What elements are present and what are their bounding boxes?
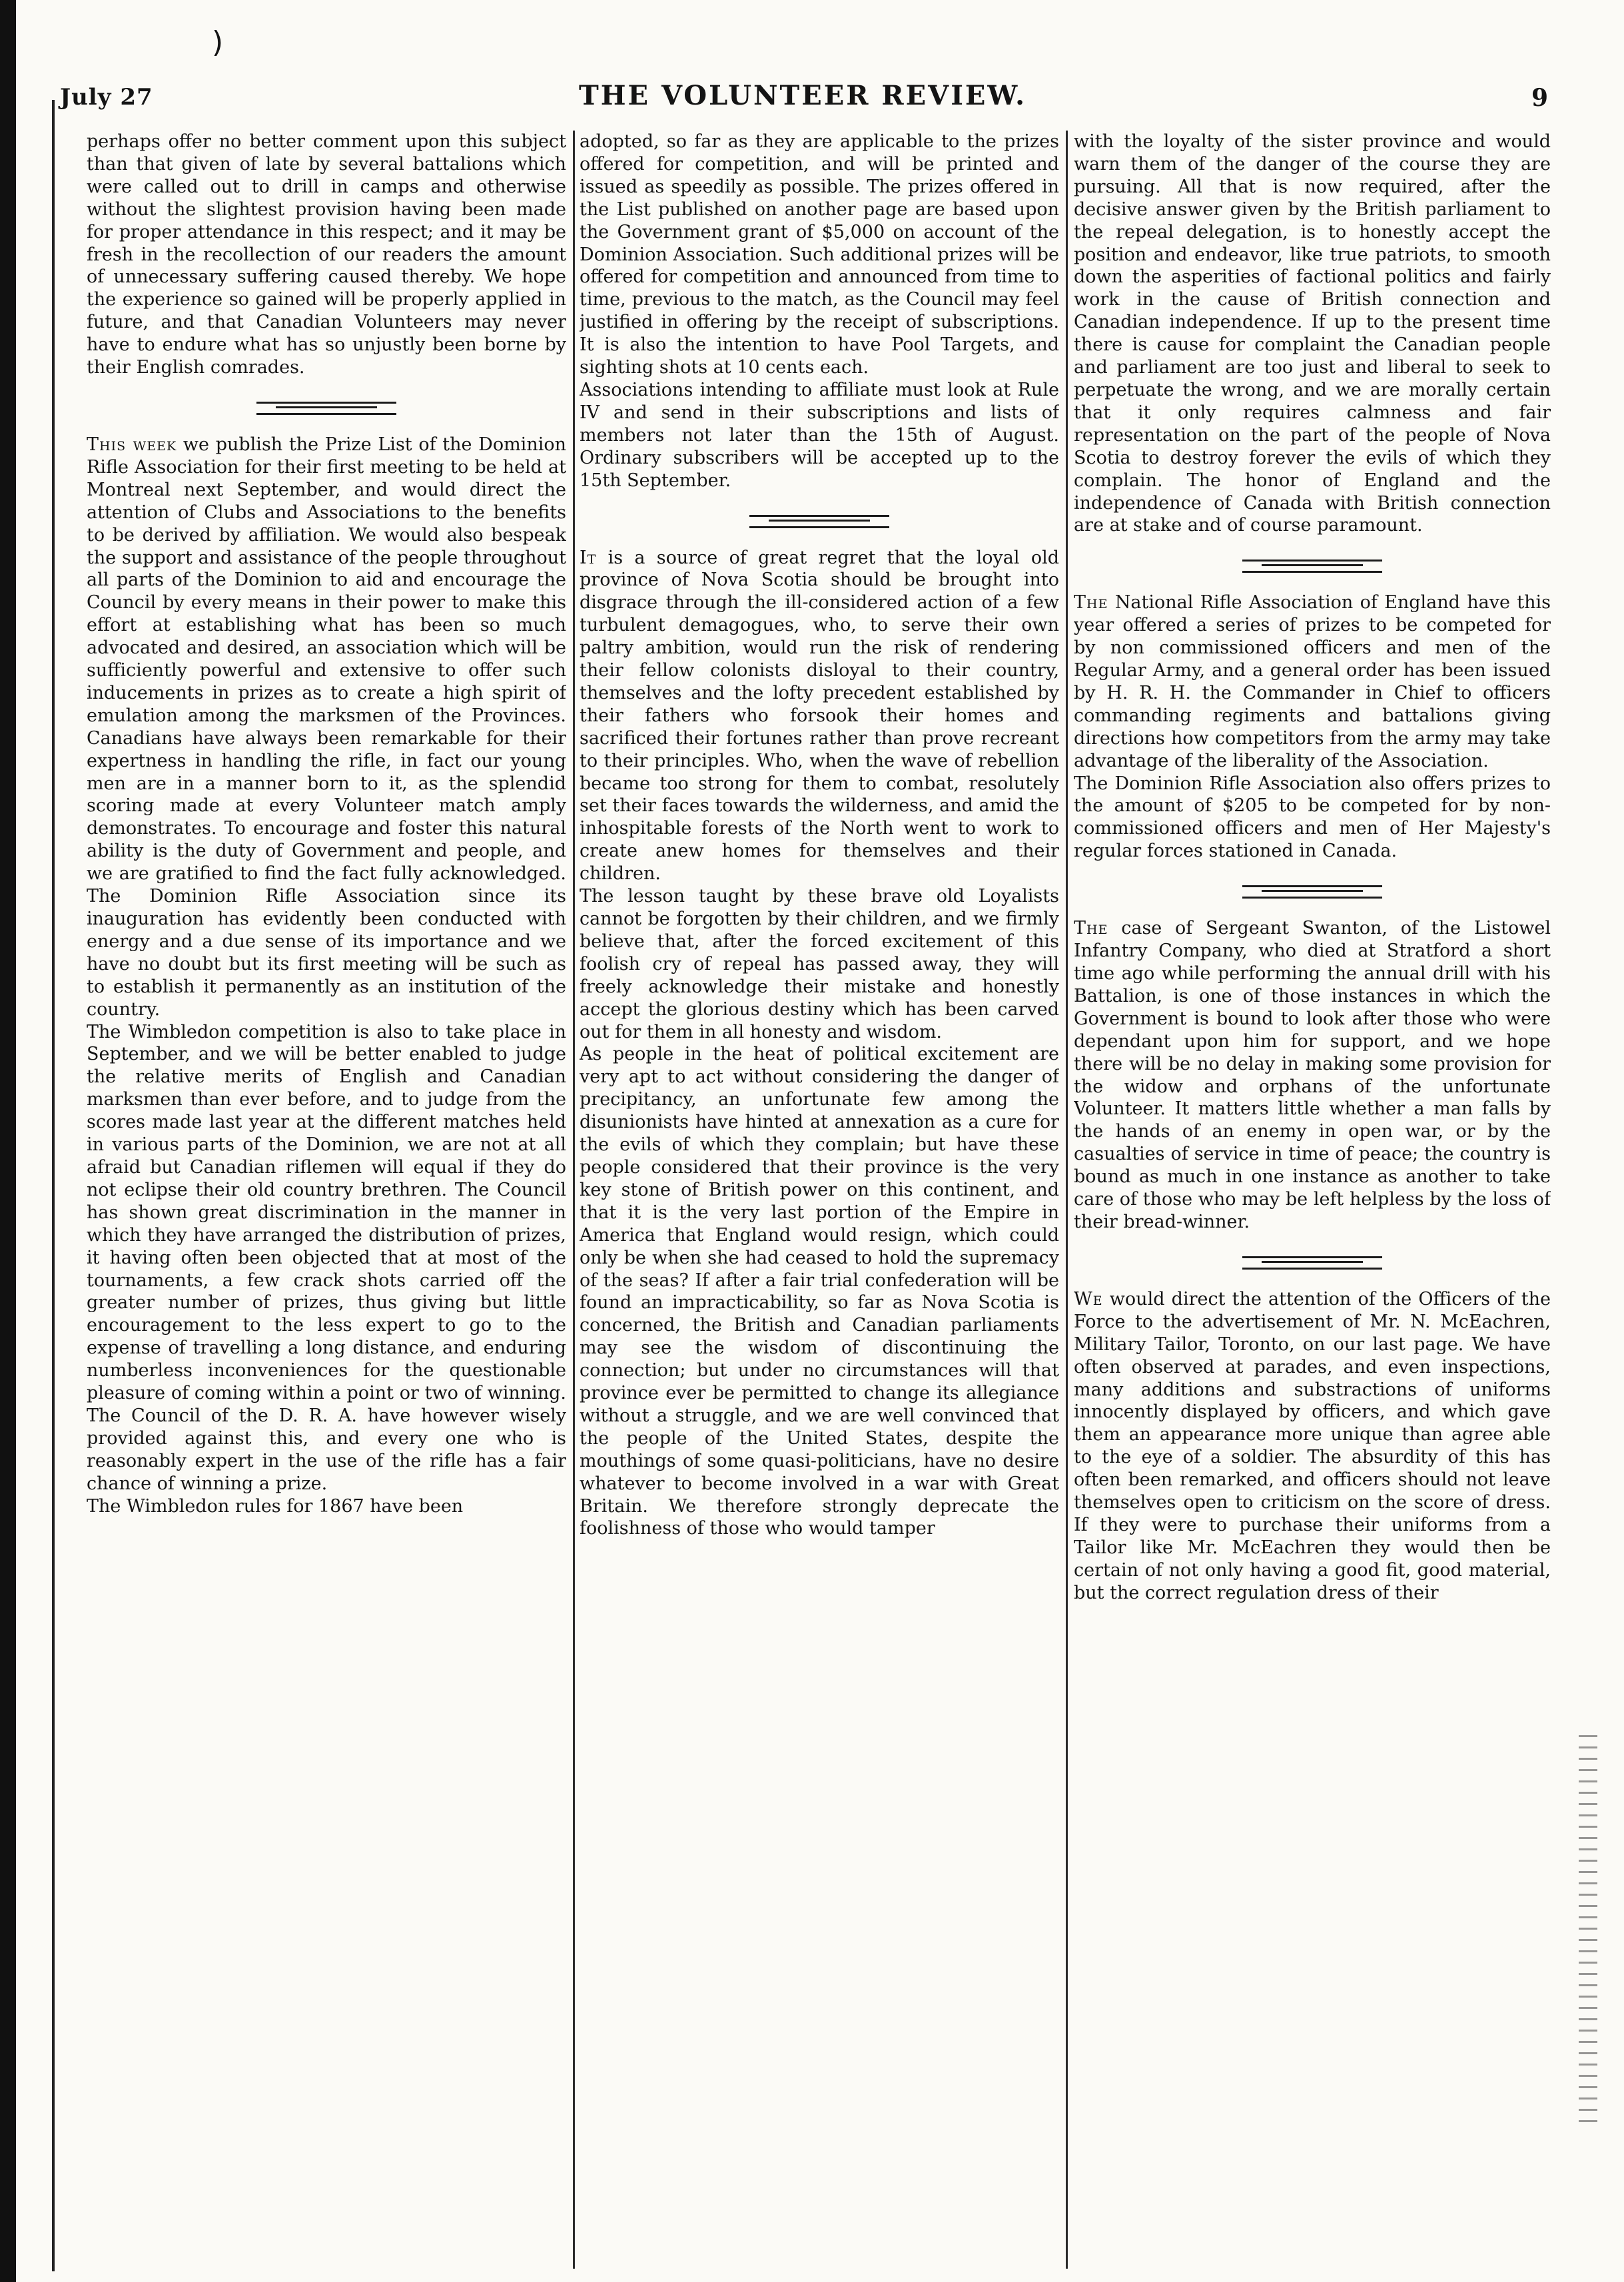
paragraph: As people in the heat of political excitement are very apt to act without considering the danger of precipitancy, an unfortunate few among the disunionists have hinted at annexation as a cure for the evils of which they complain; but have these people considered that their province is the very key stone of British power on this continent, and that it is the very last portion of the Empire in America that England would resign, which could only be when she had ceased to hold the supremacy of the seas? If after a fair trial confederation will be found an impracticability, so far as Nova Scotia is concerned, the British and Canadian parliaments may see the wisdom of discontinuing the connection; but under no circumstances will that province ever be permitted to change its allegiance without a struggle, and we are well convinced that the people of the United States, despite the mouthings of some quasi-politicians, have no desire whatever to become involved in a war with Great Britain. We therefore strongly deprecate the foolishness of those who would tamper: [580, 1044, 1059, 1539]
scan-edge: [0, 0, 16, 2282]
stray-mark: ): [212, 25, 224, 59]
scan-speckle: [1579, 1732, 1597, 2131]
paragraph: The Wimbledon competition is also to take place in September, and we will be better enabled to judge the relative merits of English and Canadian marksmen than ever before, and to judge from the scores made last year at the different matches held in various parts of the Dominion, we are not at all afraid but Canadian riflemen will equal if they do not eclipse their old country brethren. The Council has shown great discrimination in the manner in which they have arranged the distribution of prizes, it having often been objected that at most of the tournaments, a few crack shots carried off the greater number of prizes, thus giving but little encouragement to the less expert to go to the expense of travelling a long distance, and enduring numberless inconveniences for the questionable pleasure of coming within a point or two of winning. The Council of the D. R. A. have however wisely provided against this, and every one who is reasonably expert in the use of the rifle has a fair chance of winning a prize.: [87, 1021, 566, 1494]
section-divider: [1242, 560, 1382, 573]
scan-gutter-line: [52, 100, 55, 2271]
paragraph: It is a source of great regret that the loyal old province of Nova Scotia should be brought into disgrace through the ill-considered action of a few turbulent demagogues, who, to serve their own paltry ambition, would run the risk of rendering their fellow colonists disloyal to their country, themselves and the lofty precedent established by their fathers who forsook their homes and sacrificed their fortunes rather than prove recreant to their principles. Who, when the wave of rebellion became too strong for them to combat, resolutely set their faces towards the wilderness, and amid the inhospitable forests of the North went to work to create anew homes for themselves and their children.: [580, 547, 1059, 885]
paragraph: The National Rifle Association of England have this year offered a series of prizes to be competed for by non commissioned officers and men of the Regular Army, and a general order has been issued by H. R. H. the Commander in Chief to officers commanding regiments and battalions giving directions how competitors from the army may take advantage of the liberality of the Association.: [1074, 592, 1551, 771]
paragraph: with the loyalty of the sister province and would warn them of the danger of the course they are pursuing. All that is now required, after the decisive answer given by the British parliament to the repeal delegation, is to honestly accept the position and endeavor, like true patriots, to smooth down the asperities of factional politics and fairly work in the cause of British connection and Canadian independence. If up to the present time there is cause for complaint the Canadian people and parliament are too just and liberal to seek to perpetuate the wrong, and we are morally certain that it only requires calmness and fair representation on the part of the people of Nova Scotia to destroy forever the evils of which they complain. The honor of England and the independence of Canada with British connection are at stake and of course paramount.: [1074, 131, 1551, 536]
paragraph: Associations intending to affiliate must look at Rule IV and send in their subscriptions and lists of members not later than the 15th of August. Ordinary subscribers will be accepted up to the 15th September.: [580, 379, 1059, 491]
paragraph: This week we publish the Prize List of the Dominion Rifle Association for their first meeting to be held at Montreal next September, and would direct the attention of Clubs and Associations to the benefits to be derived by affiliation. We would also bespeak the support and assistance of the people throughout all parts of the Dominion to aid and encourage the Council by every means in their power to make this effort at establishing what has been so much advocated and desired, an association which will be sufficiently powerful and extensive to offer such inducements in prizes as to create a high spirit of emulation among the marksmen of the Provinces. Canadians have always been remarkable for their expertness in handling the rifle, in fact our young men are in a manner born to it, as the splendid scoring made at every Volunteer match amply demonstrates. To encourage and foster this natural ability is the duty of Government and people, and we are gratified to find the fact fully acknowledged. The Dominion Rifle Association since its inauguration has evidently been conducted with energy and a due sense of its importance and we have no doubt but its first meeting will be such as to establish it permanently as an institution of the country.: [87, 434, 566, 1020]
paragraph: The Dominion Rifle Association also offers prizes to the amount of $205 to be competed for by non-commissioned officers and men of Her Majesty's regular forces stationed in Canada.: [1074, 773, 1551, 862]
column-3: [1074, 131, 1551, 2262]
section-divider: [256, 402, 396, 415]
paragraph: The Wimbledon rules for 1867 have been: [87, 1495, 464, 1517]
section-divider: [1242, 885, 1382, 899]
column-rule: [573, 131, 575, 2269]
column-1: [87, 131, 566, 2262]
masthead: THE VOLUNTEER REVIEW.: [578, 80, 1027, 111]
paragraph: The case of Sergeant Swanton, of the Listowel Infantry Company, who died at Stratford a short time ago while performing the annual drill with his Battalion, is one of those instances in which the Government is bound to look after those who were dependant upon him for support, and we hope there will be no delay in making some provision for the widow and orphans of the unfortunate Volunteer. It matters little whether a man falls by the hands of an enemy in open war, or by the casualties of service in time of peace; the country is bound as much in one instance as another to take care of those who may be left helpless by the loss of their bread-winner.: [1074, 918, 1551, 1232]
column-2: [580, 131, 1059, 2262]
issue-date: July 27: [60, 84, 153, 111]
page-number: 9: [1531, 84, 1548, 112]
section-divider: [1242, 1256, 1382, 1270]
paragraph: We would direct the attention of the Officers of the Force to the advertisement of Mr. N. McEachren, Military Tailor, Toronto, on our last page. We have often observed at parades, and even inspections, many additions and substractions of uniforms innocently displayed by officers, and which gave them an appearance more unique than agree able to the eye of a soldier. The absurdity of this has often been remarked, and officers should not leave themselves open to criticism on the score of dress. If they were to purchase their uniforms from a Tailor like Mr. McEachren they would then be certain of not only having a good fit, good material, but the correct regulation dress of their: [1074, 1288, 1551, 1603]
column-rule: [1066, 131, 1068, 2269]
paragraph: The lesson taught by these brave old Loyalists cannot be forgotten by their children, and we firmly believe that, after the forced excitement of this foolish cry of repeal has passed away, they will freely acknowledge their mistake and honestly accept the glorious destiny which has been carved out for them in all honesty and wisdom.: [580, 886, 1059, 1042]
paragraph: perhaps offer no better comment upon this subject than that given of late by several battalions which were called out to drill in camps and otherwise without the slightest provision having been made for proper attendance in this respect; and it may be fresh in the recollection of our readers the amount of unnecessary suffering caused thereby. We hope the experience so gained will be properly applied in future, and that Canadian Volunteers may never have to endure what has so unjustly been borne by their English comrades.: [87, 131, 566, 378]
paragraph: adopted, so far as they are applicable to the prizes offered for competition, and will be printed and issued as speedily as possible. The prizes offered in the List published on another page are based upon the Government grant of $5,000 on account of the Dominion Association. Such additional prizes will be offered for competition and announced from time to time, previous to the match, as the Council may feel justified in offering by the receipt of subscriptions. It is also the intention to have Pool Targets, and sighting shots at 10 cents each.: [580, 131, 1059, 378]
page-header: [53, 80, 1552, 120]
section-divider: [749, 515, 889, 528]
